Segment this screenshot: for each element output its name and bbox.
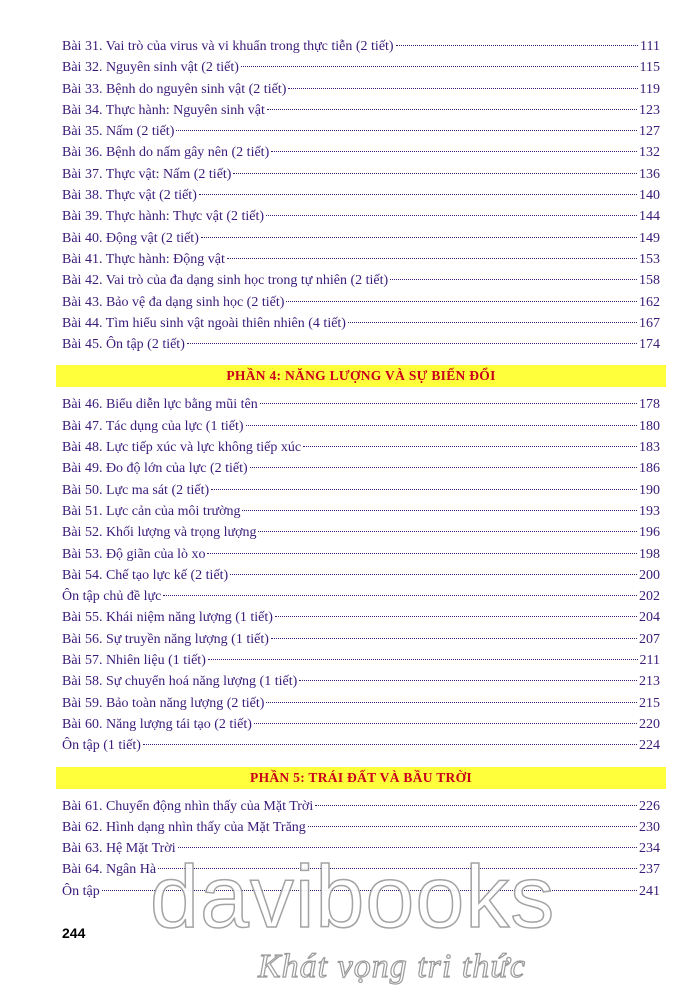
toc-entry [62, 671, 660, 692]
toc-entry-title: Bài 31. Vai trò của virus và vi khuẩn trong thực tiễn (2 tiết) [62, 39, 394, 54]
dot-leader [254, 723, 637, 724]
dot-leader [260, 403, 637, 404]
dot-leader [258, 531, 637, 532]
dot-leader [143, 744, 637, 745]
dot-leader [227, 258, 637, 259]
toc-entry-page: 220 [639, 716, 660, 732]
dot-leader [246, 425, 638, 426]
section-heading-part-4: PHẦN 4: NĂNG LƯỢNG VÀ SỰ BIẾN ĐỔI [56, 365, 666, 387]
toc-entry [62, 416, 660, 437]
toc-entry-title: Bài 37. Thực vật: Nấm (2 tiết) [62, 166, 232, 182]
dot-leader [275, 616, 637, 617]
toc-entry [62, 796, 660, 817]
toc-entry-page: 202 [639, 589, 660, 605]
toc-entry-title: Bài 61. Chuyển động nhìn thấy của Mặt Trời [62, 798, 314, 814]
toc-entry-page: 119 [639, 81, 660, 97]
toc-entry-title: Bài 51. Lực cản của môi trường [62, 503, 241, 519]
toc-entry-page: 213 [639, 674, 660, 690]
toc-entry [62, 334, 660, 355]
dot-leader [303, 446, 637, 447]
dot-leader [250, 467, 637, 468]
dot-leader [230, 574, 637, 575]
dot-leader [390, 279, 637, 280]
toc-entry [62, 607, 660, 628]
dot-leader [176, 130, 637, 131]
toc-entry-title: Bài 38. Thực vật (2 tiết) [62, 188, 197, 204]
toc-entry-title: Bài 55. Khái niệm năng lượng (1 tiết) [62, 610, 273, 626]
toc-entry-page: 211 [639, 653, 660, 669]
toc-entry-page: 149 [639, 230, 660, 246]
dot-leader [199, 194, 637, 195]
toc-entry [62, 121, 660, 142]
toc-entry [62, 79, 660, 100]
toc-entry-page: 237 [639, 862, 660, 878]
toc-entry-page: 136 [639, 166, 660, 182]
toc-entry [62, 100, 660, 121]
toc-entry [62, 693, 660, 714]
toc-entry-title: Bài 33. Bệnh do nguyên sinh vật (2 tiết) [62, 81, 287, 97]
dot-leader [233, 173, 637, 174]
toc-entry-page: 174 [639, 337, 660, 353]
toc-entry [62, 586, 660, 607]
dot-leader [396, 45, 638, 46]
toc-entry-title: Bài 48. Lực tiếp xúc và lực không tiếp xúc [62, 440, 302, 456]
toc-entry-page: 224 [639, 738, 660, 754]
toc-entry-title: Bài 50. Lực ma sát (2 tiết) [62, 482, 210, 498]
dot-leader [187, 343, 637, 344]
dot-leader [201, 237, 637, 238]
toc-entry-page: 140 [639, 188, 660, 204]
toc-entry [62, 544, 660, 565]
dot-leader [267, 109, 637, 110]
toc-entry [62, 185, 660, 206]
toc-entry-title: Ôn tập chủ đề lực [62, 589, 162, 605]
toc-entry [62, 57, 660, 78]
toc-entry-title: Ôn tập [62, 883, 100, 899]
toc-entry-page: 198 [639, 546, 660, 562]
table-of-contents [62, 36, 660, 902]
toc-entry-page: 180 [639, 418, 660, 434]
toc-entry-page: 158 [639, 273, 660, 289]
watermark-brand: davibooks [150, 847, 556, 946]
section-heading-part-5: PHẦN 5: TRÁI ĐẤT VÀ BẦU TRỜI [56, 767, 666, 789]
toc-entry-title: Bài 60. Năng lượng tái tạo (2 tiết) [62, 716, 252, 732]
toc-entry-title: Bài 54. Chế tạo lực kế (2 tiết) [62, 567, 229, 583]
toc-entry-title: Bài 32. Nguyên sinh vật (2 tiết) [62, 60, 239, 76]
toc-entry-page: 132 [639, 145, 660, 161]
toc-entry-page: 183 [639, 440, 660, 456]
toc-entry-page: 127 [639, 124, 660, 140]
toc-entry-page: 144 [639, 209, 660, 225]
toc-entry [62, 501, 660, 522]
toc-entry-title: Bài 58. Sự chuyển hoá năng lượng (1 tiết) [62, 674, 298, 690]
toc-entry [62, 249, 660, 270]
toc-entry-title: Bài 64. Ngân Hà [62, 862, 157, 878]
toc-entry-title: Bài 40. Động vật (2 tiết) [62, 230, 199, 246]
toc-entry-page: 226 [639, 798, 660, 814]
toc-entry [62, 164, 660, 185]
toc-entry-title: Bài 52. Khối lượng và trọng lượng [62, 525, 257, 541]
toc-entry-title: Bài 44. Tìm hiểu sinh vật ngoài thiên nhiên (4 tiết) [62, 315, 346, 331]
dot-leader [266, 215, 637, 216]
toc-entry [62, 394, 660, 415]
toc-entry-page: 215 [639, 695, 660, 711]
toc-entry-title: Bài 63. Hệ Mặt Trời [62, 841, 176, 857]
dot-leader [288, 88, 637, 89]
dot-leader [286, 301, 637, 302]
toc-entry-page: 204 [639, 610, 660, 626]
toc-entry [62, 480, 660, 501]
toc-entry-page: 230 [639, 819, 660, 835]
toc-entry-title: Bài 56. Sự truyền năng lượng (1 tiết) [62, 631, 269, 647]
toc-entry-title: Bài 41. Thực hành: Động vật [62, 251, 225, 267]
dot-leader [163, 595, 637, 596]
dot-leader [315, 805, 637, 806]
toc-list-part-3 [62, 36, 660, 355]
toc-entry-title: Bài 57. Nhiên liệu (1 tiết) [62, 653, 206, 669]
toc-entry-page: 190 [639, 482, 660, 498]
watermark-slogan: Khát vọng tri thức [258, 948, 526, 985]
toc-entry [62, 142, 660, 163]
toc-entry-title: Bài 43. Bảo vệ đa dạng sinh học (2 tiết) [62, 294, 285, 310]
toc-entry [62, 36, 660, 57]
dot-leader [241, 66, 638, 67]
toc-entry-title: Bài 36. Bệnh do nấm gây nên (2 tiết) [62, 145, 270, 161]
toc-entry [62, 313, 660, 334]
toc-entry-page: 111 [640, 39, 660, 54]
toc-entry [62, 565, 660, 586]
dot-leader [271, 151, 637, 152]
toc-entry-page: 167 [639, 315, 660, 331]
toc-entry [62, 629, 660, 650]
toc-entry-title: Bài 35. Nấm (2 tiết) [62, 124, 175, 140]
toc-entry [62, 458, 660, 479]
toc-entry-title: Bài 45. Ôn tập (2 tiết) [62, 337, 185, 353]
toc-entry-page: 123 [639, 102, 660, 118]
toc-entry-page: 200 [639, 567, 660, 583]
dot-leader [299, 680, 637, 681]
toc-entry [62, 437, 660, 458]
dot-leader [207, 553, 637, 554]
toc-entry-title: Bài 49. Đo độ lớn của lực (2 tiết) [62, 461, 248, 477]
toc-entry [62, 206, 660, 227]
toc-entry [62, 817, 660, 838]
dot-leader [308, 826, 637, 827]
dot-leader [208, 659, 638, 660]
toc-entry-page: 207 [639, 631, 660, 647]
dot-leader [266, 702, 637, 703]
toc-entry-title: Bài 62. Hình dạng nhìn thấy của Mặt Trăng [62, 819, 306, 835]
toc-entry-title: Bài 59. Bảo toàn năng lượng (2 tiết) [62, 695, 265, 711]
toc-entry [62, 228, 660, 249]
toc-entry-page: 234 [639, 841, 660, 857]
toc-list-part-4 [62, 394, 660, 756]
toc-entry-title: Bài 46. Biểu diễn lực bằng mũi tên [62, 397, 258, 413]
toc-entry-page: 178 [639, 397, 660, 413]
dot-leader [211, 489, 637, 490]
toc-entry-page: 196 [639, 525, 660, 541]
toc-entry [62, 292, 660, 313]
toc-entry [62, 714, 660, 735]
toc-entry [62, 650, 660, 671]
toc-entry [62, 735, 660, 756]
toc-entry-title: Bài 53. Độ giãn của lò xo [62, 546, 206, 562]
dot-leader [348, 322, 637, 323]
toc-entry-page: 186 [639, 461, 660, 477]
toc-entry-title: Bài 39. Thực hành: Thực vật (2 tiết) [62, 209, 265, 225]
dot-leader [242, 510, 637, 511]
toc-entry-page: 115 [639, 60, 660, 76]
toc-entry-title: Bài 42. Vai trò của đa dạng sinh học trong tự nhiên (2 tiết) [62, 273, 389, 289]
toc-entry-page: 241 [639, 883, 660, 899]
toc-entry-title: Bài 47. Tác dụng của lực (1 tiết) [62, 418, 244, 434]
toc-entry [62, 522, 660, 543]
page-number: 244 [62, 925, 86, 941]
toc-entry-page: 193 [639, 503, 660, 519]
toc-entry [62, 270, 660, 291]
dot-leader [271, 638, 637, 639]
toc-entry-page: 153 [639, 251, 660, 267]
toc-entry-title: Ôn tập (1 tiết) [62, 738, 141, 754]
toc-entry-title: Bài 34. Thực hành: Nguyên sinh vật [62, 102, 265, 118]
toc-entry-page: 162 [639, 294, 660, 310]
